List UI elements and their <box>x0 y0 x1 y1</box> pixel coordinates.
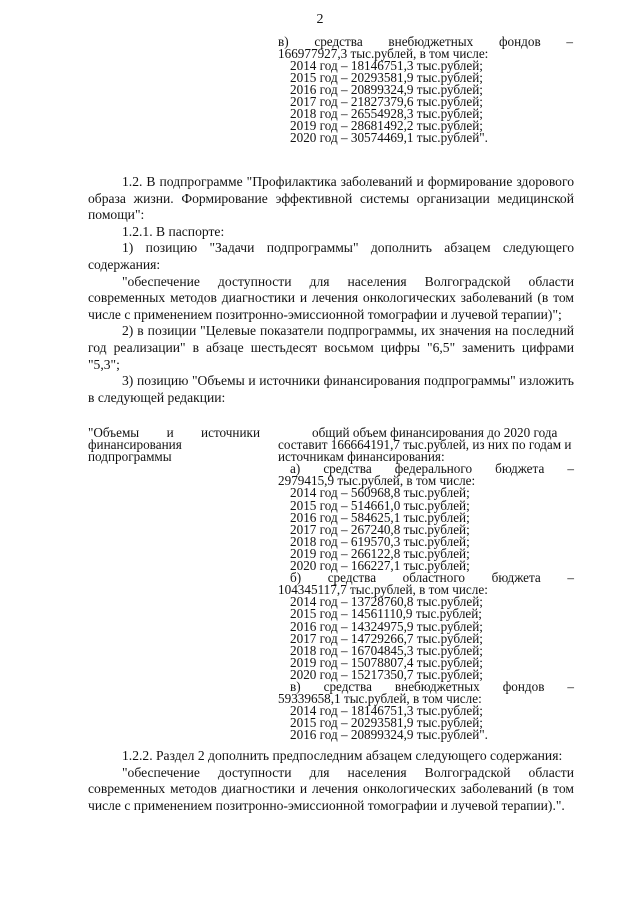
paragraph-1-2: 1.2. В подпрограмме "Профилактика заболеваний и формирование здорового образа жизни. Формирование эффективной системы организации медицинской помощи": <box>88 174 574 223</box>
heading-word: внебюджетных <box>394 678 480 694</box>
section-c-total: 59339658,1 тыс.рублей, в том числе: <box>278 691 482 707</box>
heading-word: средства <box>327 570 377 586</box>
heading-word: бюджета <box>491 570 541 586</box>
heading-dash: – <box>567 461 574 477</box>
year-line: 2017 год – 267240,8 тыс.рублей; <box>290 521 470 537</box>
year-line: 2019 год – 28681492,2 тыс.рублей; <box>290 118 483 133</box>
heading-word: внебюджетных <box>388 34 474 49</box>
year-line: 2015 год – 20293581,9 тыс.рублей; <box>290 715 483 731</box>
tail-text <box>88 748 574 814</box>
year-line: 2014 год – 18146751,3 тыс.рублей; <box>290 58 483 73</box>
item-letter: в) <box>278 34 289 49</box>
year-line: 2018 год – 619570,3 тыс.рублей; <box>290 533 470 549</box>
paragraph-1-2-1: 1.2.1. В паспорте: <box>122 223 225 239</box>
paragraph-item-3: 3) позицию "Объемы и источники финансирования подпрограммы" изложить в следующей редакции: <box>88 373 574 405</box>
heading-word: средства <box>314 34 363 49</box>
year-line: 2020 год – 166227,1 тыс.рублей; <box>290 558 470 574</box>
year-line: 2020 год – 30574469,1 тыс.рублей". <box>290 130 488 145</box>
year-line: 2015 год – 514661,0 тыс.рублей; <box>290 497 470 513</box>
year-line: 2016 год – 14324975,9 тыс.рублей; <box>290 618 483 634</box>
quoted-paragraph: "обеспечение доступности для населения Волгоградской области современных методов диагностики и лечения онкологических заболеваний (в том числе с применением позитронно-эмиссионной томографии и лучевой терапии)"; <box>88 273 574 322</box>
year-line: 2018 год – 16704845,3 тыс.рублей; <box>290 642 483 658</box>
table-left-cell: "Объемы и источники финансирования подпрограммы <box>88 425 260 465</box>
table-right-cell <box>278 427 574 741</box>
heading-word: средства <box>323 461 372 477</box>
heading-dash: – <box>567 678 574 694</box>
year-line: 2018 год – 26554928,3 тыс.рублей; <box>290 106 483 121</box>
top-funding-block <box>278 36 573 144</box>
year-line: 2020 год – 15217350,7 тыс.рублей; <box>290 666 483 682</box>
heading-word: областного <box>402 570 466 586</box>
funding-total: 166977927,3 тыс.рублей, в том числе: <box>278 46 489 61</box>
heading-word: средства <box>323 678 372 694</box>
paragraph-item-2: 2) в позиции "Целевые показатели подпрограммы, их значения на последний год реализации" в абзаце шестьдесят восьмом цифры "6,5" заменить цифрами "5,3"; <box>88 323 574 372</box>
heading-word: фондов <box>502 678 545 694</box>
item-letter: б) <box>290 570 302 586</box>
heading-word: фондов <box>498 34 541 49</box>
year-line: 2015 год – 20293581,9 тыс.рублей; <box>290 70 483 85</box>
year-line: 2017 год – 21827379,6 тыс.рублей; <box>290 94 483 109</box>
heading-word: федерального <box>394 461 473 477</box>
paragraph-1-2-2: 1.2.2. Раздел 2 дополнить предпоследним абзацем следующего содержания: <box>122 748 563 763</box>
heading-dash: – <box>567 570 574 586</box>
heading-dash: – <box>566 34 573 49</box>
year-line: 2019 год – 266122,8 тыс.рублей; <box>290 545 470 561</box>
year-line: 2016 год – 20899324,9 тыс.рублей". <box>290 727 488 743</box>
financing-intro: общий объем финансирования до 2020 года составит 166664191,7 тыс.рублей, из них по годам и источникам финансирования: <box>278 425 572 465</box>
year-line: 2015 год – 14561110,9 тыс.рублей; <box>290 606 482 622</box>
item-letter: в) <box>290 678 301 694</box>
financing-table <box>88 427 574 741</box>
year-line: 2016 год – 584625,1 тыс.рублей; <box>290 509 470 525</box>
year-line: 2016 год – 20899324,9 тыс.рублей; <box>290 82 483 97</box>
paragraph-item-1: 1) позицию "Задачи подпрограммы" дополнить абзацем следующего содержания: <box>88 240 574 272</box>
year-line: 2019 год – 15078807,4 тыс.рублей; <box>290 654 483 670</box>
item-letter: а) <box>290 461 301 477</box>
main-text <box>88 174 574 406</box>
year-line: 2014 год – 560968,8 тыс.рублей; <box>290 485 470 501</box>
page-number: 2 <box>316 12 324 27</box>
year-line: 2017 год – 14729266,7 тыс.рублей; <box>290 630 483 646</box>
year-line: 2014 год – 13728760,8 тыс.рублей; <box>290 594 483 610</box>
quoted-paragraph: "обеспечение доступности для населения Волгоградской области современных методов диагностики и лечения онкологических заболеваний (в том числе с применением позитронно-эмиссионной томографии и лучевой терапии).". <box>88 764 574 813</box>
heading-word: бюджета <box>495 461 545 477</box>
section-a-total: 2979415,9 тыс.рублей, в том числе: <box>278 473 476 489</box>
year-line: 2014 год – 18146751,3 тыс.рублей; <box>290 703 483 719</box>
section-b-total: 104345117,7 тыс.рублей, в том числе: <box>278 582 488 598</box>
